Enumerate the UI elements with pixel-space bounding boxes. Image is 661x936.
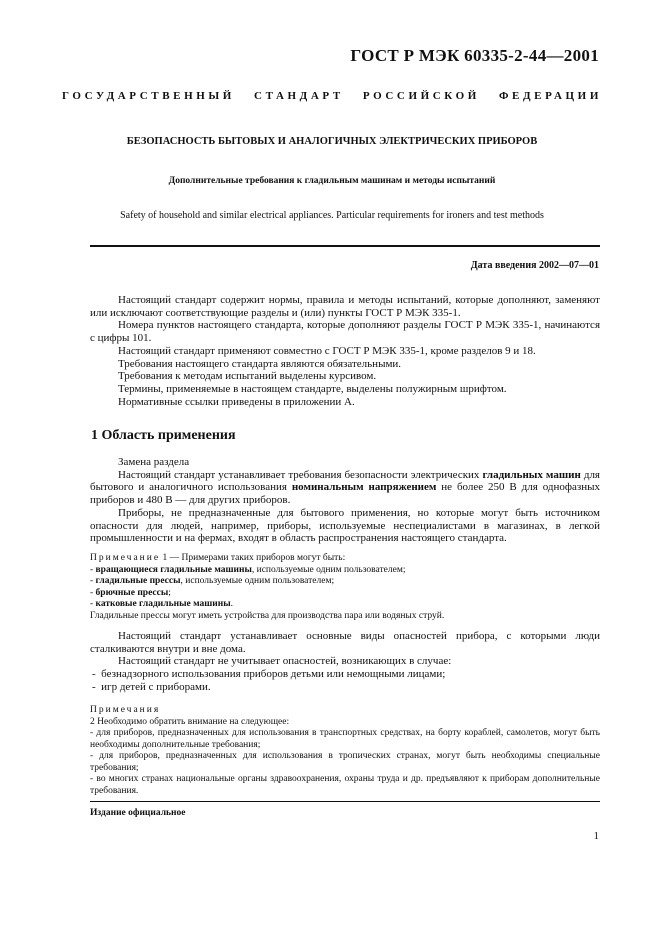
scope-text: Настоящий стандарт устанавливает требования безопасности электрических: [118, 468, 483, 481]
note-list-item: - брючные прессы;: [90, 587, 171, 598]
note-text: , используемые одним пользователем;: [180, 576, 335, 586]
scope-text: для бытового и аналогичного использования: [90, 468, 600, 494]
document-title: БЕЗОПАСНОСТЬ БЫТОВЫХ И АНАЛОГИЧНЫХ ЭЛЕКТРИЧЕСКИХ ПРИБОРОВ: [126, 136, 538, 147]
intro-paragraph: Нормативные ссылки приведены в приложении А.: [118, 395, 355, 408]
intro-paragraph: Требования к методам испытаний выделены курсивом.: [118, 370, 377, 383]
section-title: 1 Область применения: [91, 428, 236, 443]
term: вращающиеся гладильные машины: [95, 564, 252, 575]
note-list-item: - катковые гладильные машины.: [90, 599, 233, 609]
footer-divider: [90, 801, 600, 802]
notes-label: Примечания: [90, 705, 161, 715]
hazards-paragraph: Настоящий стандарт не учитывает опасностей, возникающих в случае:: [118, 655, 452, 668]
note-text: ;: [168, 587, 171, 598]
note-text: 1 — Примерами таких приборов могут быть:: [160, 553, 346, 563]
term-rated-voltage: номинальным напряжением: [291, 481, 437, 494]
scope-paragraph: [90, 469, 600, 507]
note-text: для приборов, предназначенных для использования в тропических странах, могут быть необходимы специальные требования;: [90, 751, 600, 773]
section1-block: [90, 456, 600, 545]
official-edition-label: Издание официальное: [90, 808, 186, 818]
title-divider: [90, 245, 600, 247]
notes-2: [90, 705, 600, 797]
note-2-item: - во многих странах национальные органы здравоохранения, охраны труда и др. предъявляют к приборам дополнительные требования.: [90, 774, 600, 796]
hazards-block: [90, 630, 600, 694]
note-list-item: - вращающиеся гладильные машины, используемые одним пользователем;: [90, 564, 406, 575]
intro-paragraph: Требования настоящего стандарта являются обязательными.: [118, 357, 402, 370]
document-title-english: Safety of household and similar electrical appliances. Particular requirements for ironers and test methods: [120, 210, 544, 221]
intro-paragraph: Настоящий стандарт содержит нормы, правила и методы испытаний, которые дополняют, заменяют или исключают соответствующие разделы и (или) пункты ГОСТ Р МЭК 335-1.: [90, 294, 600, 319]
note-2-intro: 2 Необходимо обратить внимание на следующее:: [90, 716, 290, 727]
hazard-list-item: - безнадзорного использования приборов детьми или немощными лицами;: [92, 668, 446, 681]
introduction-date: Дата введения 2002—07—01: [470, 260, 599, 271]
intro-paragraph: Номера пунктов настоящего стандарта, которые дополняют разделы ГОСТ Р МЭК 335-1, начинаются с цифры 101.: [90, 319, 600, 345]
note-list-item: - гладильные прессы, используемые одним пользователем;: [90, 576, 335, 586]
term-ironers: гладильных машин: [482, 468, 581, 481]
note-text: для приборов, предназначенных для использования в транспортных средствах, на борту кораблей, самолетов, могут быть необходимы дополнительные требования;: [90, 728, 601, 750]
note-text: .: [230, 599, 233, 609]
note-text: , используемые одним пользователем;: [251, 564, 406, 575]
state-standard-heading: ГОСУДАРСТВЕННЫЙ СТАНДАРТ РОССИЙСКОЙ ФЕДЕРАЦИИ: [62, 90, 602, 102]
page-number: 1: [593, 830, 599, 842]
hazard-text: безнадзорного использования приборов детьми или немощными лицами;: [101, 668, 446, 681]
intro-paragraph: Термины, применяемые в настоящем стандарте, выделены полужирным шрифтом.: [118, 382, 507, 395]
replace-note: Замена раздела: [118, 456, 190, 468]
document-subtitle: Дополнительные требования к гладильным машинам и методы испытаний: [168, 176, 496, 186]
note-2-item: - для приборов, предназначенных для использования в транспортных средствах, на борту кораблей, самолетов, могут быть необходимы дополнительные требования;: [90, 728, 601, 750]
note-tail: Гладильные прессы могут иметь устройства для производства пара или водяных струй.: [90, 610, 445, 621]
note-2-item: - для приборов, предназначенных для использования в тропических странах, могут быть необходимы специальные требования;: [90, 751, 600, 773]
term: катковые гладильные машины: [95, 599, 231, 609]
note-text: во многих странах национальные органы здравоохранения, охраны труда и др. предъявляют к приборам дополнительные требования.: [90, 774, 600, 796]
note-1: [90, 553, 600, 622]
term: брючные прессы: [95, 587, 169, 598]
note-label: Примечание: [90, 553, 161, 563]
intro-paragraph: Настоящий стандарт применяют совместно с ГОСТ Р МЭК 335-1, кроме разделов 9 и 18.: [118, 344, 536, 357]
scope-paragraph: Приборы, не предназначенные для бытового применения, но которые могут быть источником опасности для людей, например, приборы, используемые неспециалистами в магазинах, в легкой промышленности и на фермах, входят в область распространения настоящего стандарта.: [90, 506, 600, 545]
hazard-list-item: - игр детей с приборами.: [92, 680, 211, 693]
document-code: ГОСТ Р МЭК 60335-2-44—2001: [350, 46, 599, 65]
term: гладильные прессы: [95, 576, 181, 586]
intro-block: [90, 294, 600, 408]
hazards-paragraph: Настоящий стандарт устанавливает основные виды опасностей прибора, с которыми люди сталкиваются внутри и вне дома.: [90, 630, 600, 655]
hazard-text: игр детей с приборами.: [101, 680, 211, 693]
scope-text: не более 250 В для однофазных приборов и 480 В — для других приборов.: [90, 481, 600, 507]
